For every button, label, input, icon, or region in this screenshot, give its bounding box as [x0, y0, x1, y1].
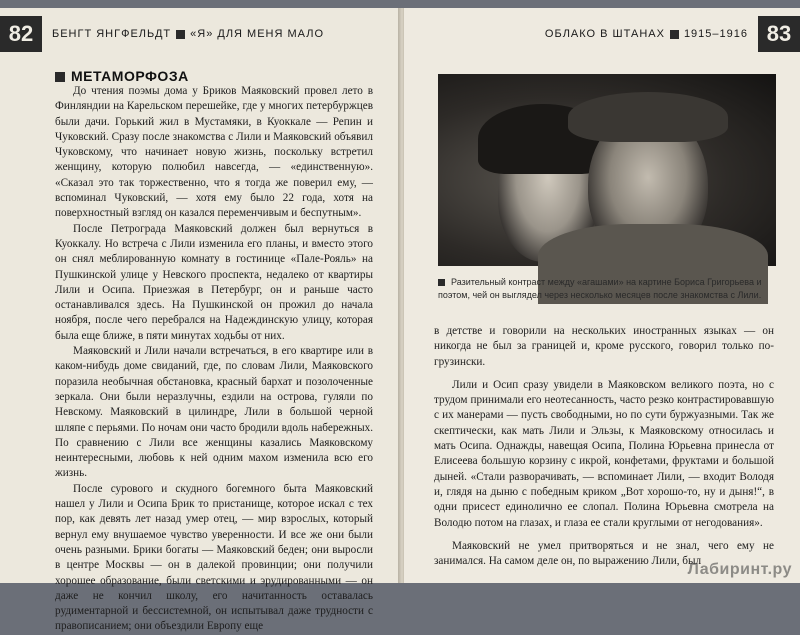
right-header	[545, 14, 800, 54]
right-running-years: 1915–1916	[683, 28, 748, 40]
photo	[438, 74, 776, 266]
left-page	[0, 8, 401, 633]
left-running-head: БЕНГТ ЯНГФЕЛЬДТ	[52, 28, 172, 40]
square-bullet-icon	[55, 72, 65, 82]
paragraph: Лили и Осип сразу увидели в Маяковском великого поэта, но с трудом принимали его неотесанность, часто резко контрастировавшую с их манерами — пусть свободными, но по сути буржуазными. Так же скептически, как мать Лили и Эльзы, к Маяковскому относилась и мать Осипа. Однажды, навещая Осипа, Полина Юрьевна принесла от Елисеева большую корзину с икрой, конфетами, фруктами и большой дыней. «Стали разворачивать, — вспоминает Лили, — входит Володя и, глядя на дыню с победным криком „Вот хорошо-то, ну и дыня!“, в одни присест единолично ее слопал. Полина Юрьевна смотрела на Володю потом на глазах, и глаза ее стали круглыми от негодования».	[434, 378, 774, 529]
right-page	[404, 8, 800, 583]
paragraph: До чтения поэмы дома у Бриков Маяковский провел лето в Финляндии на Карельском перешейке, где у многих петербуржцев были дачи. Горький жил в Мустамяки, в Куоккале — Репин и Чуковский. Сразу после знакомства с Лили и Маяковский объявил Чуковскому, что начинает новую жизнь, поскольку встретил женщину, которую полюбил навсегда, — «единственную». «Сказал это так торжественно, что я тогда же поверил ему, — вспоминал Чуковский, — хотя ему было 22 года, хотя на поверхностный взгляд он казался переменчивым и беспутным».	[55, 85, 373, 220]
paragraph: в детстве и говорили на нескольких иностранных языках — он никогда не был за границей и, кроме русского, говорил только по-грузински.	[434, 325, 774, 368]
left-header	[0, 14, 324, 54]
paragraph: Маяковский и Лили начали встречаться, в его квартире или в каком-нибудь доме свиданий, где, по словам Лили, Маяковского поразила необычная обстановка, красный бархат и позолоченные зеркала. Они были неразлучны, ездили на острова, гуляли по Невскому. Маяковский в цилиндре, Лили в большой черной шляпе с перьями. По ночам они часто бродили вдоль набережных. По сравнению с Лили все женщины казались Маяковскому неинтересными, любовь к ней одним махом изменила всю его жизнь.	[55, 345, 373, 480]
paragraph: После Петрограда Маяковский должен был вернуться в Куоккалу. Но встреча с Лили изменила его планы, и вместо этого он снял меблированную комнату в гостинице «Пале-Рояль» на Пушкинской улице у Невского проспекта, недалеко от квартиры Лили и Осипа. Приезжая в Петербург, он и раньше часто останавливался здесь. На Пушкинской он прожил до начала ноября, после чего перебрался на Надеждинскую улицу, которая была еще ближе, в пяти минутах ходьбы от них.	[55, 222, 373, 342]
right-body-text	[434, 324, 774, 569]
square-bullet-icon	[438, 279, 445, 286]
watermark-logo: Лабиринт.ру	[687, 561, 792, 578]
right-running-head: ОБЛАКО В ШТАНАХ	[544, 28, 665, 40]
section-title	[55, 68, 189, 84]
paragraph: После сурового и скудного богемного быта Маяковский нашел у Лили и Осипа Брик то пристанище, которое искал с тех пор, как девять лет назад умер отец, — мир взрослых, который вернул ему внушаемое чувство уверенности. И все же они были очень разными. Брики богаты — Маяковский беден; они выросли в центре Москвы — он в далекой провинции; они получили хорошее образование, были светскими и эрудированными — он даже не кончил школу, его начитанность оставалась рудиментарной и бессистемной, он испытывал даже трудности с правописанием; они объездили Европу еще	[55, 482, 373, 633]
left-running-title: «Я» ДЛЯ МЕНЯ МАЛО	[190, 28, 325, 40]
caption-text: Разительный контраст между «агашами» на картине Бориса Григорьева и поэтом, чей он выглядел через несколько месяцев после знакомства с Лили.	[438, 277, 762, 300]
left-body-text	[55, 84, 373, 635]
square-bullet-icon	[670, 30, 679, 39]
photo-caption	[438, 276, 776, 302]
left-page-number: 82	[0, 16, 42, 52]
paragraph: Маяковский не умел притворяться и не знал, чего ему не занимался. На самом деле он, по выражению Лили, был	[434, 539, 774, 568]
right-page-number: 83	[758, 16, 800, 52]
section-title-text: МЕТАМОРФОЗА	[71, 68, 189, 84]
square-bullet-icon	[176, 30, 185, 39]
